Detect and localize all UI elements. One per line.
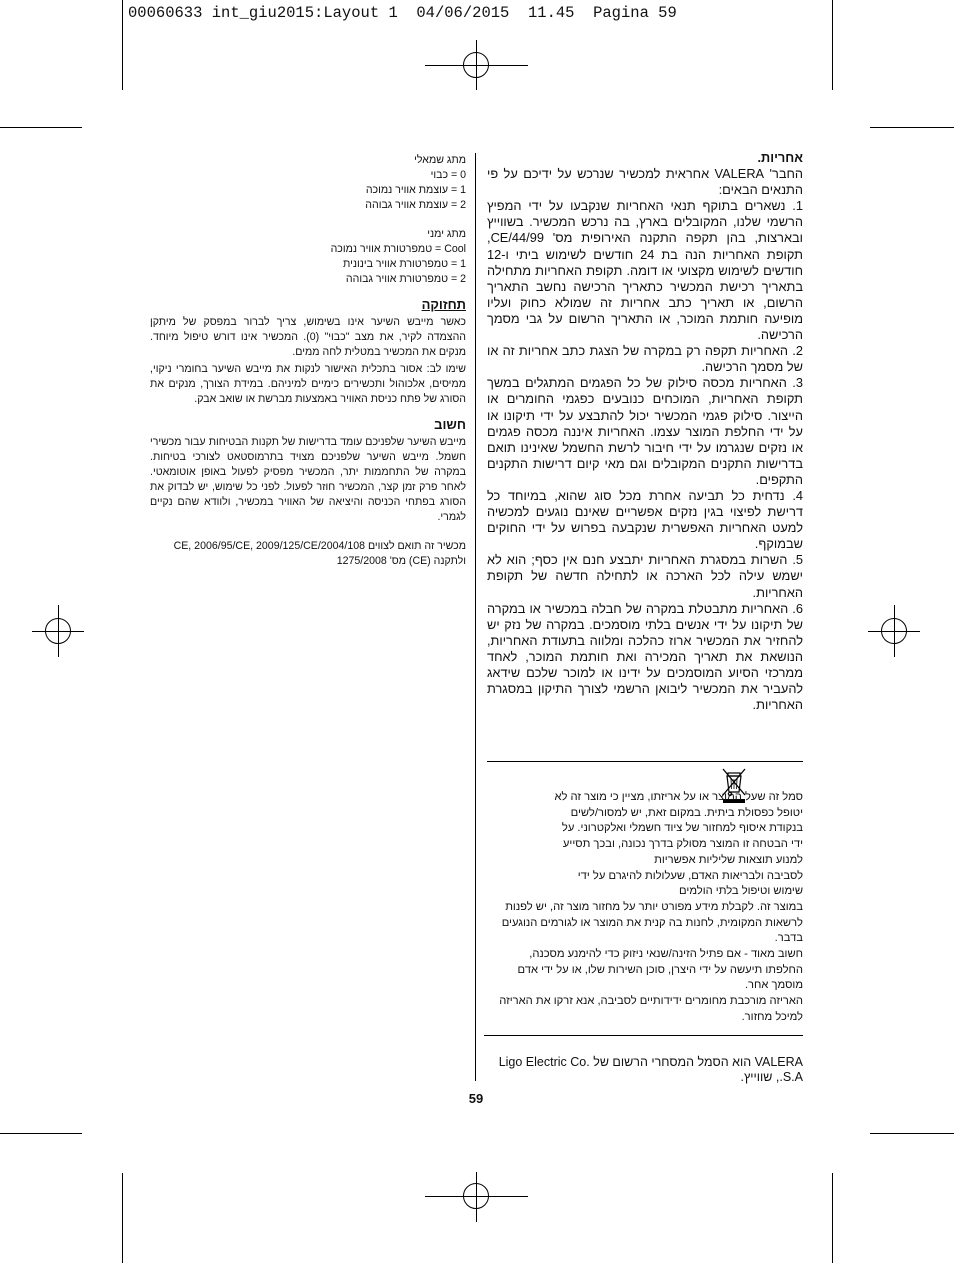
weee-notice: [487, 790, 803, 1026]
left-selector-title: מתג שמאלי: [414, 154, 466, 166]
left-selector-item: 0 = כבוי: [430, 169, 466, 181]
crop-mark-tl-v: [122, 0, 123, 90]
warranty-item: 2. האחריות תקפה רק במקרה של הצגת כתב אחריות זה או של מסמך הרכישה.: [487, 343, 803, 375]
right-selector-item: Cool = טמפרטורת אוויר נמוכה: [330, 243, 466, 255]
warranty-item: 1. נשארים בתוקף תנאי האחריות שנקבעו על ידי המפיץ הרשמי שלנו, המקובלים בארץ, בה נרכש המכשיר. בשווייץ ובארצות, בהן תקפה התקנה האירופית מס' 44/99/CE, תקופת האחריות הנה בת 24 חודשים לשימוש ביתי ו-12 חודשים לשימוש מקצועי או דומה. תקופת האחריות מתחילה בתאריך רכישת המכשיר כתאריך הרכישה נחשב התאריך הרשום, או תאריך כתב אחריות זה שמולא כחוק ועליו מופיעה חותמת המוכר, או התאריך הרשום על גבי מסמך הרכישה.: [487, 198, 803, 343]
important-paragraph: מייבש השיער שלפניכם עומד בדרישות של תקנות הבטיחות עבור מכשירי חשמל. מייבש השיער שלפניכם מצויד בתרמוסטאט לצורכי בטיחות. במקרה של התחממות יתר, המכשיר מפסיק לפעול באופן אוטומאטי. לאחר פרק זמן קצר, המכשיר חוזר לפעול. לפני כל שימוש, יש לבדוק את הסורג בפתחי הכניסה והיציאה של האוויר במכשיר, ולוודא שהם נקיים לגמרי.: [150, 436, 466, 523]
section-divider-bottom: [484, 1035, 803, 1036]
page-number: 59: [468, 1091, 484, 1106]
right-selector-item: 2 = טמפרטורת אוויר גבוהה: [345, 273, 466, 285]
column-divider: [475, 153, 476, 1081]
left-selector-item: 1 = עוצמת אוויר נמוכה: [365, 184, 466, 196]
crop-mark-br-h: [870, 1133, 954, 1134]
slug-line: 00060633 int_giu2015:Layout 1 04/06/2015 11.45 Pagina 59: [128, 4, 677, 22]
left-selector-item: 2 = עוצמת אוויר גבוהה: [365, 199, 466, 211]
warranty-item: 3. האחריות מכסה סילוק של כל הפגמים המתגלים במשך תקופת האחריות, המוכחים כנובעים כפגמי החומרים או הייצור. סילוק פגמי המכשיר יכול להתבצע על ידי תיקונו או על ידי החלפת המוצר עצמו. האחריות איננה מכסה פגמים או נזקים שנגרמו על ידי חיבור לרשת החשמל שאינינו תואם בדרישות התקנים המקובלים וגם מאי קיום דרישות התקנים התקפים.: [487, 375, 803, 487]
weee-paragraph: האריזה מורכבת מחומרים ידידותיים לסביבה, אנא זרקו את האריזה למיכל מחזור.: [499, 995, 803, 1023]
important-heading: חשוב: [434, 417, 466, 432]
crop-mark-bl-h: [0, 1133, 82, 1134]
maintenance-paragraph: כאשר מייבש השיער אינו בשימוש, צריך לברור במפסק של מיתקן ההצמדה לקיר, את מצב "כבוי" (0). המכשיר אינו דורש טיפול מיוחד. מנקים את המכשיר במטלית לחה ממים.: [150, 316, 466, 358]
weee-paragraph: במוצר זה. לקבלת מידע מפורט יותר על מחזור מוצר זה, יש לפנות לרשאות המקומית, לחנות בה קנית את המוצר או לגורמים הנוגעים בדבר.: [501, 900, 803, 945]
right-selector-title: מתג ימני: [427, 228, 466, 240]
warranty-item: 6. האחריות מתבטלת במקרה של חבלה במכשיר או במקרה של תיקונו על ידי אנשים בלתי מוסמכים. במקרה של נזק יש להחזיר את המכשיר ארוז כהלכה ומלווה בתעודת האחריות, הנושאת את תאריך המכירה ואת חותמת המוכר, לאחד ממרכזי הסיוע המוסמכים על ידינו או למוכר שלכם שידאג להעביר את המכשיר ליבואן הרשמי לצורך התיקון במסגרת האחריות.: [487, 600, 803, 713]
crop-mark-tr-v: [832, 0, 833, 90]
weee-paragraph: חשוב מאוד - אם פתיל הזינה/שנאי ניזוק כדי להימנע מסכנה, החלפתו תיעשה על ידי היצרן, סוכן השירות שלו, או על ידי אדם מוסמך אחר.: [517, 948, 803, 992]
crop-mark-tr-h: [870, 127, 954, 128]
weee-paragraph: לסביבה ולבריאות האדם, שעלולות להיגרם על ידי שימוש וטיפול בלתי הולמים: [577, 869, 803, 898]
compliance-text: מכשיר זה תואם לצווים CE, 2006/95/CE, 2009/125/CE/2004/108 ולתקנה (CE) מס' 1275/2008: [173, 540, 466, 567]
section-divider-top: [487, 761, 803, 762]
warranty-heading: אחריות.: [757, 150, 803, 165]
crop-mark-tl-h: [0, 127, 82, 128]
crop-mark-br-v: [832, 1173, 833, 1263]
warranty-item: 5. השרות במסגרת האחריות יתבצע חנם אין כסף; הוא לא ישמש עילה לכל הארכה או לתחילה חדשה של תקופת האחריות.: [487, 552, 803, 600]
maintenance-paragraph: שימו לב: אסור בתכלית האישור לנקות את מייבש השיער בחומרי ניקוי, ממיסים, אלכוהול ותכשירים כימיים למיניהם. במידת הצורך, מנקים את הסורג של פתח כניסת האוויר באמצעות מברשת או שואב אבק.: [150, 363, 466, 405]
warranty-item: 4. נדחית כל תביעה אחרת מכל סוג שהוא, במיוחד כל דרישת לפיצוי בגין נזקים אפשריים שאינם נוגעים למכשיה למעט האחריות האפשרית שנקבעה בפרוש על ידי החוקים שבמוקף.: [487, 487, 803, 552]
trademark-notice: VALERA הוא הסמל המסחרי הרשום של Ligo Electric Co. S.A., שווייץ.: [498, 1055, 803, 1084]
crop-mark-bl-v: [122, 1173, 123, 1263]
warranty-intro: החבר' VALERA אחראית למכשיר שנרכש על ידיכם על פי התנאים הבאים:: [487, 166, 804, 198]
maintenance-heading: תחזוקה: [421, 297, 466, 312]
right-column: [487, 150, 803, 713]
weee-paragraph: סמל זה שעל המוצר או על אריזתו, מציין כי מוצר זה לא יטופל כפסולת ביתית. במקום זאת, יש למסור/לשים בנקודת איסוף למחזור של ציוד חשמלי ואלקטרוני. על ידי הבטחה זו המוצר מסולק בדרך נכונה, ובכך תסייע למנוע תוצאות שליליות אפשריות: [554, 791, 803, 866]
left-column: [150, 153, 466, 569]
right-selector-item: 1 = טמפרטורת אוויר בינונית: [342, 258, 466, 270]
